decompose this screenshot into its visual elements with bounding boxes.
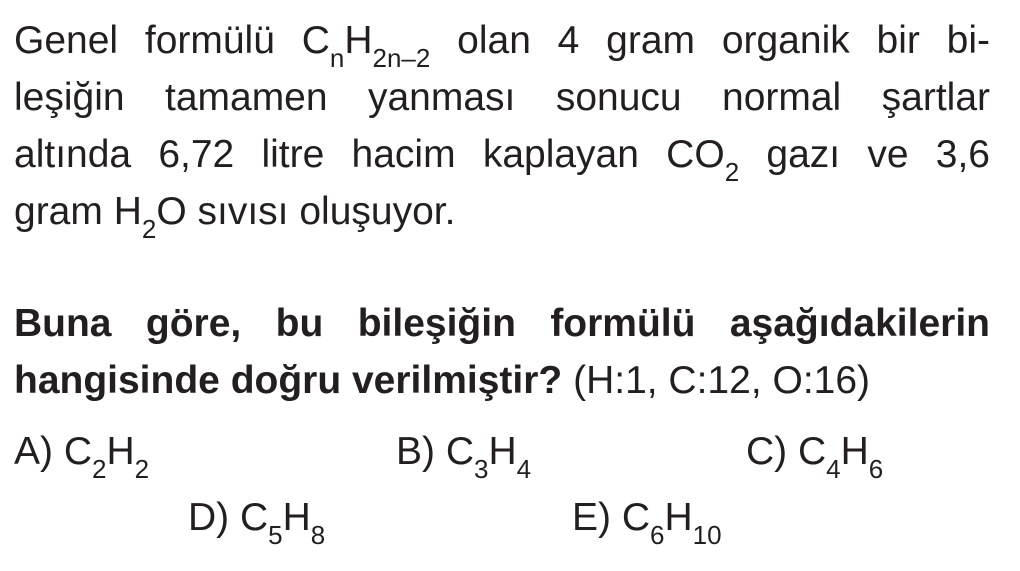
prompt-text: Buna göre, bu bileşiğin formülü aşağıdakilerin [14, 302, 990, 345]
prompt-question: hangisinde doğru verilmiştir? [14, 359, 563, 402]
stem-text: altında 6,72 litre hacim kaplayan CO [14, 133, 725, 176]
stem-text: leşiğin tamamen yanması sonucu normal şartlar [14, 76, 990, 119]
option-c[interactable]: C) $C_4H_6$ [746, 430, 884, 484]
stem-line-4 [14, 183, 990, 244]
subscript: 2n–2 [372, 43, 431, 73]
option-e[interactable]: E) $C_6H_{10}$ [572, 496, 722, 550]
prompt-line-1 [14, 295, 990, 352]
subscript: 2 [141, 214, 157, 244]
stem-text: gazı ve 3,6 [739, 133, 990, 176]
subscript: 2 [724, 157, 740, 187]
subscript: n [329, 43, 345, 73]
stem-line-2 [14, 69, 990, 126]
question-text [14, 12, 990, 409]
option-a[interactable]: A) $C_2H_2$ [14, 430, 150, 484]
atomic-masses: (H:1, C:12, O:16) [562, 359, 871, 402]
stem-line-1 [14, 12, 990, 73]
stem-text: gram H [14, 190, 142, 233]
option-b[interactable]: B) $C_3H_4$ [396, 430, 532, 484]
stem-line-3 [14, 126, 990, 187]
stem-text: H [344, 19, 373, 62]
prompt-line-2 [14, 352, 990, 409]
stem-text: O sıvısı oluşuyor. [156, 190, 456, 233]
stem-text: Genel formülü C [14, 19, 330, 62]
stem-text: olan 4 gram organik bir bi- [430, 19, 990, 62]
option-d[interactable]: D) $C_5H_8$ [188, 496, 326, 550]
